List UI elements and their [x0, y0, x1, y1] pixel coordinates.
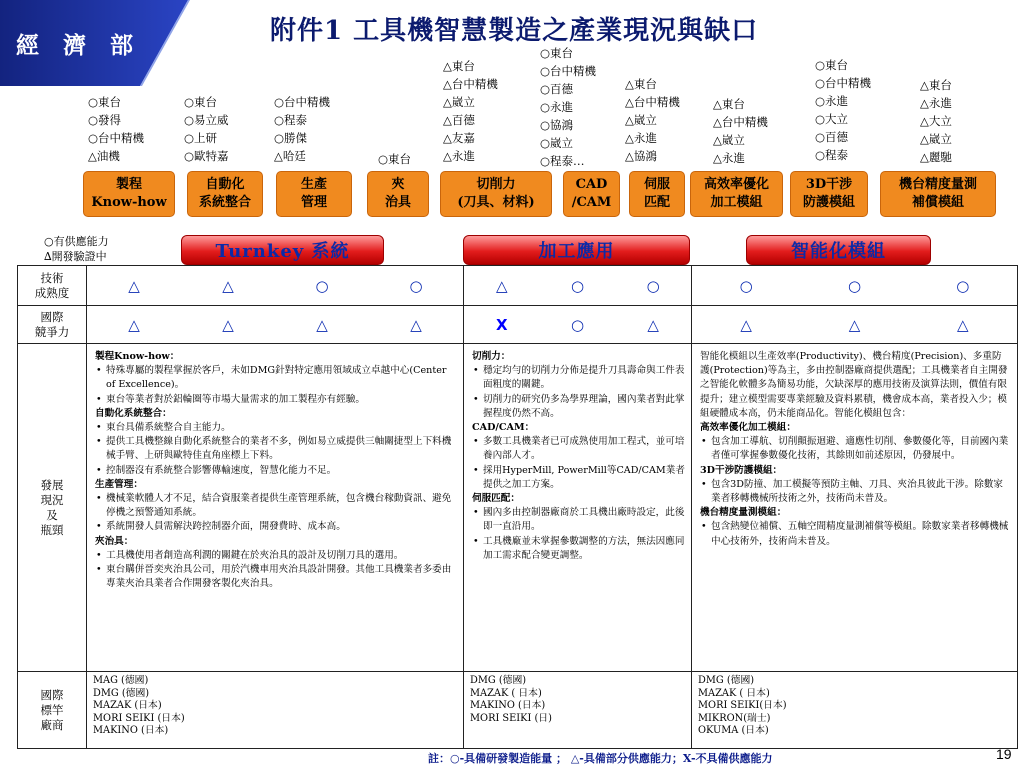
status-heading: 高效率優化加工模組：: [700, 422, 796, 434]
status-bullet: • 切削力的研究仍多為學界理論，國內業者對此掌握程度仍然不高。: [472, 393, 685, 421]
capability-mark: ○: [315, 276, 329, 295]
supplier-item: △麗馳: [920, 150, 952, 164]
status-intelligent: [692, 344, 1018, 672]
table-row: [18, 266, 1018, 306]
supplier-item: ○東台: [184, 95, 218, 109]
supplier-item: ○大立: [815, 112, 849, 126]
capability-mark: ○: [570, 315, 585, 334]
status-bullets: [95, 492, 457, 535]
category-production-management: 生產 管理: [276, 171, 352, 217]
status-bullet: • 機械業軟體人才不足，結合資服業者提供生產管理系統，包含機台稼動資訊、避免停機之預警通知系統。: [95, 492, 457, 520]
benchmark-brand: MAZAK ( 日本): [698, 687, 770, 699]
status-bullet: • 採用HyperMill, PowerMill等CAD/CAM業者提供之加工方案。: [472, 464, 685, 492]
capability-mark: ○: [847, 276, 862, 295]
category-servo-matching: 伺服 匹配: [629, 171, 685, 217]
supplier-item: ○程泰: [815, 148, 849, 162]
supplier-list: [540, 44, 596, 170]
supplier-item: △東台: [443, 59, 475, 73]
status-bullets: [472, 506, 685, 563]
benchmark-brand: MORI SEIKI (日): [470, 712, 552, 724]
table-row: [18, 344, 1018, 672]
capability-mark: △: [410, 315, 422, 334]
status-bullet: • 包含熱變位補償、五軸空間精度量測補償等模組。除數家業者移轉機械中心技術外，技術尚未普及。: [700, 520, 1011, 548]
status-bullet: • 包含加工導航、切削顫振迴避、適應性切削、參數優化等，目前國內業者僅可掌握參數優化技術，其餘則如前述原因，仍發展中。: [700, 435, 1011, 463]
supplier-item: ○永進: [540, 100, 574, 114]
capability-mark: △: [740, 315, 752, 334]
supplier-item: ○發得: [88, 113, 122, 127]
category-fixtures: 夾 治具: [367, 171, 429, 217]
supplier-item: △崴立: [443, 95, 475, 109]
status-bullets: [95, 421, 457, 478]
status-bullet: • 多數工具機業者已可成熟使用加工程式，並可培養內部人才。: [472, 435, 685, 463]
capability-mark: ○: [570, 276, 585, 295]
row-header-maturity: 技術 成熟度: [18, 266, 87, 306]
status-bullets: [700, 520, 1011, 548]
benchmark-brand: DMG (德國): [93, 687, 150, 699]
row-header-brands: 國際 標竿 廠商: [18, 672, 87, 749]
supplier-item: ○東台: [815, 58, 849, 72]
capability-mark: △: [647, 315, 659, 334]
supplier-list: [274, 93, 330, 165]
benchmark-brand: MORI SEIKI (日本): [93, 712, 185, 724]
status-heading: 自動化系統整合：: [95, 407, 172, 419]
status-bullet: • 提供工具機整線自動化系統整合的業者不多，例如易立威提供三軸關捷型上下料機械手臂、上研與歐特佳直角座標上下料。: [95, 435, 457, 463]
supplier-item: ○崴立: [540, 136, 574, 150]
capability-mark: ○: [956, 276, 970, 295]
capability-mark: △: [128, 315, 140, 334]
page-number: 19: [996, 746, 1012, 762]
status-bullets: [95, 549, 457, 592]
capability-mark: △: [222, 276, 234, 295]
benchmark-brand: MAZAK (日本): [93, 700, 162, 711]
supplier-list: [184, 93, 229, 165]
supplier-item: △東台: [713, 97, 745, 111]
supplier-item: △永進: [920, 96, 952, 110]
benchmark-brand: MORI SEIKI(日本): [698, 700, 787, 711]
supplier-list: [378, 150, 411, 168]
supplier-item: ○台中精機: [88, 131, 145, 145]
capability-mark: △: [128, 276, 140, 295]
status-paragraph: 智能化模組以生產效率(Productivity)、機台精度(Precision)、多重防護(Protection)等為主，多由控制器廠商提供選配；工具機業者自主開發之智能化軟體多為簡易功能，欠缺深厚的應用技術及演算法則，價值有限提升；建立模型需要專業經驗及資料累積，機會成本高，業者投入少；模組硬體成本高，仍未能商品化。智能化模組包含：: [700, 351, 1008, 419]
status-turnkey: [87, 344, 464, 672]
status-bullets: [700, 478, 1011, 506]
table-row: [18, 672, 1018, 749]
status-bullet: • 國內多由控制器廠商於工具機出廠時設定，此後即一直沿用。: [472, 506, 685, 534]
supplier-item: △油機: [88, 149, 120, 163]
competitiveness-intelligent: [692, 306, 1018, 344]
supplier-item: ○百德: [540, 82, 574, 96]
benchmark-brand: MAKINO (日本): [93, 725, 169, 736]
benchmark-brand: MIKRON(瑞士): [698, 712, 771, 724]
legend-available: ○有供應能力: [44, 235, 109, 248]
benchmark-brand: MAKINO (日本): [470, 700, 546, 711]
supplier-item: ○東台: [378, 152, 412, 166]
status-heading: 伺服匹配：: [472, 493, 520, 505]
page-title: 附件1 工具機智慧製造之產業現況與缺口: [270, 16, 759, 46]
ministry-name: 經 濟 部: [16, 33, 142, 59]
status-bullet: • 特殊專屬的製程掌握於客戶，未如DMG針對特定應用領域成立卓越中心(Center of Excellence)。: [95, 364, 457, 392]
supplier-item: △哈廷: [274, 149, 306, 163]
status-heading: 製程Know-how：: [95, 351, 180, 362]
legend-developing: ∆開發驗證中: [44, 250, 107, 263]
supplier-item: △友嘉: [443, 131, 475, 145]
supplier-list: [815, 56, 871, 164]
supplier-item: ○歐特嘉: [184, 149, 229, 163]
table-row: [18, 306, 1018, 344]
capability-mark: ○: [646, 276, 660, 295]
supplier-item: △崴立: [920, 132, 952, 146]
status-heading: 生產管理：: [95, 478, 143, 490]
status-bullets: [95, 364, 457, 407]
status-bullet: • 穩定均勻的切削力分佈是提升刀具壽命與工件表面粗度的關鍵。: [472, 364, 685, 392]
maturity-turnkey: [87, 266, 464, 306]
status-bullet: • 工具機廠並未掌握參數調整的方法，無法因應同加工需求配合變更調整。: [472, 535, 685, 563]
supplier-item: ○程泰…: [540, 154, 585, 168]
supplier-item: ○台中精機: [815, 76, 872, 90]
supplier-item: ○上研: [184, 131, 218, 145]
capability-mark: ○: [739, 276, 753, 295]
competitiveness-turnkey: [87, 306, 464, 344]
brands-turnkey: [87, 672, 464, 749]
supplier-item: △大立: [920, 114, 952, 128]
status-bullet: • 系統開發人員需解決跨控制器介面，開發費時、成本高。: [95, 520, 457, 534]
category-cad-cam: CAD /CAM: [563, 171, 620, 217]
status-bullets: [472, 435, 685, 492]
status-heading: 機台精度量測模組：: [700, 507, 787, 519]
status-bullet: • 包含3D防撞、加工模擬等預防主軸、刀具、夾治具彼此干涉。除數家業者移轉機械所技術之外，技術尚未普及。: [700, 478, 1011, 506]
supplier-item: △台中精機: [625, 95, 680, 109]
supplier-item: ○台中精機: [274, 95, 331, 109]
status-heading: 夾治具：: [95, 535, 134, 547]
brands-intelligent: [692, 672, 1018, 749]
status-bullets: [700, 435, 1011, 463]
supplier-item: ○易立威: [184, 113, 229, 127]
maturity-machining: [464, 266, 692, 306]
ministry-banner: [0, 0, 190, 86]
competitiveness-machining: [464, 306, 692, 344]
footnote: 註：○-具備研發製造能量 ； △-具備部分供應能力；X-不具備供應能力: [428, 752, 773, 765]
category-precision-module: 機台精度量測 補償模組: [880, 171, 996, 217]
supplier-item: △崴立: [625, 113, 657, 127]
supplier-item: △東台: [920, 78, 952, 92]
supplier-item: ○東台: [88, 95, 122, 109]
supplier-list: [713, 95, 768, 167]
supplier-item: △台中精機: [443, 77, 498, 91]
category-cutting-force: 切削力 (刀具、材料): [440, 171, 552, 217]
supplier-item: △永進: [713, 151, 745, 165]
capability-legend: [44, 234, 109, 264]
maturity-intelligent: [692, 266, 1018, 306]
supplier-list: [443, 57, 498, 165]
status-bullet: • 東台購併晉奕夾治具公司，用於汽機車用夾治具設計開發。其他工具機業者多委由專業夾治具業者合作開發客製化夾治具。: [95, 563, 457, 591]
status-bullet: • 東台具備系統整合自主能力。: [95, 421, 457, 435]
supplier-item: △永進: [443, 149, 475, 163]
benchmark-brand: MAZAK ( 日本): [470, 687, 542, 699]
status-heading: 3D干涉防護模組：: [700, 464, 783, 476]
capability-mark: △: [316, 315, 328, 334]
capability-mark: △: [222, 315, 234, 334]
category-3d-collision-module: 3D干涉 防護模組: [790, 171, 868, 217]
supplier-item: △台中精機: [713, 115, 768, 129]
section-turnkey: Turnkey 系統: [181, 235, 384, 265]
status-bullet: • 控制器沒有系統整合影響傳輸速度，智慧化能力不足。: [95, 464, 457, 478]
supplier-item: △崴立: [713, 133, 745, 147]
status-bullet: • 東台等業者對於鋁輪圈等市場大量需求的加工製程亦有經驗。: [95, 393, 457, 407]
capability-mark: ○: [409, 276, 423, 295]
capability-mark: △: [496, 276, 508, 295]
supplier-item: ○台中精機: [540, 64, 597, 78]
supplier-list: [625, 75, 680, 165]
row-header-status: 發展 現況 及 瓶頸: [18, 344, 87, 672]
capability-mark: △: [848, 315, 861, 334]
section-intelligent-module: 智能化模組: [746, 235, 931, 265]
capability-mark: △: [957, 315, 969, 334]
supplier-item: ○程泰: [274, 113, 308, 127]
status-bullet: • 工具機使用者創造高利潤的關鍵在於夾治具的設計及切削刀具的選用。: [95, 549, 457, 563]
supplier-item: ○協鴻: [540, 118, 574, 132]
supplier-list: [88, 93, 144, 165]
supplier-item: △協鴻: [625, 149, 657, 163]
supplier-item: ○勝傑: [274, 131, 308, 145]
supplier-list: [920, 76, 952, 166]
supplier-item: ○百德: [815, 130, 849, 144]
benchmark-brand: DMG (德國): [470, 675, 527, 686]
supplier-item: ○永進: [815, 94, 849, 108]
section-machining-application: 加工應用: [463, 235, 690, 265]
supplier-item: △永進: [625, 131, 657, 145]
status-heading: 切削力：: [472, 351, 511, 362]
supplier-item: △東台: [625, 77, 657, 91]
supplier-item: ○東台: [540, 46, 574, 60]
status-heading: CAD/CAM：: [472, 422, 535, 434]
category-efficiency-module: 高效率優化 加工模組: [690, 171, 783, 217]
status-machining: [464, 344, 692, 672]
status-table: [17, 265, 1018, 749]
status-bullets: [472, 364, 685, 421]
row-header-competitiveness: 國際 競爭力: [18, 306, 87, 344]
category-automation: 自動化 系統整合: [187, 171, 263, 217]
benchmark-brand: OKUMA (日本): [698, 725, 769, 736]
capability-mark-x: X: [496, 315, 508, 334]
benchmark-brand: MAG (德國): [93, 675, 149, 686]
supplier-item: △百德: [443, 113, 475, 127]
category-process-knowhow: 製程 Know-how: [83, 171, 175, 217]
brands-machining: [464, 672, 692, 749]
benchmark-brand: DMG (德國): [698, 675, 755, 686]
